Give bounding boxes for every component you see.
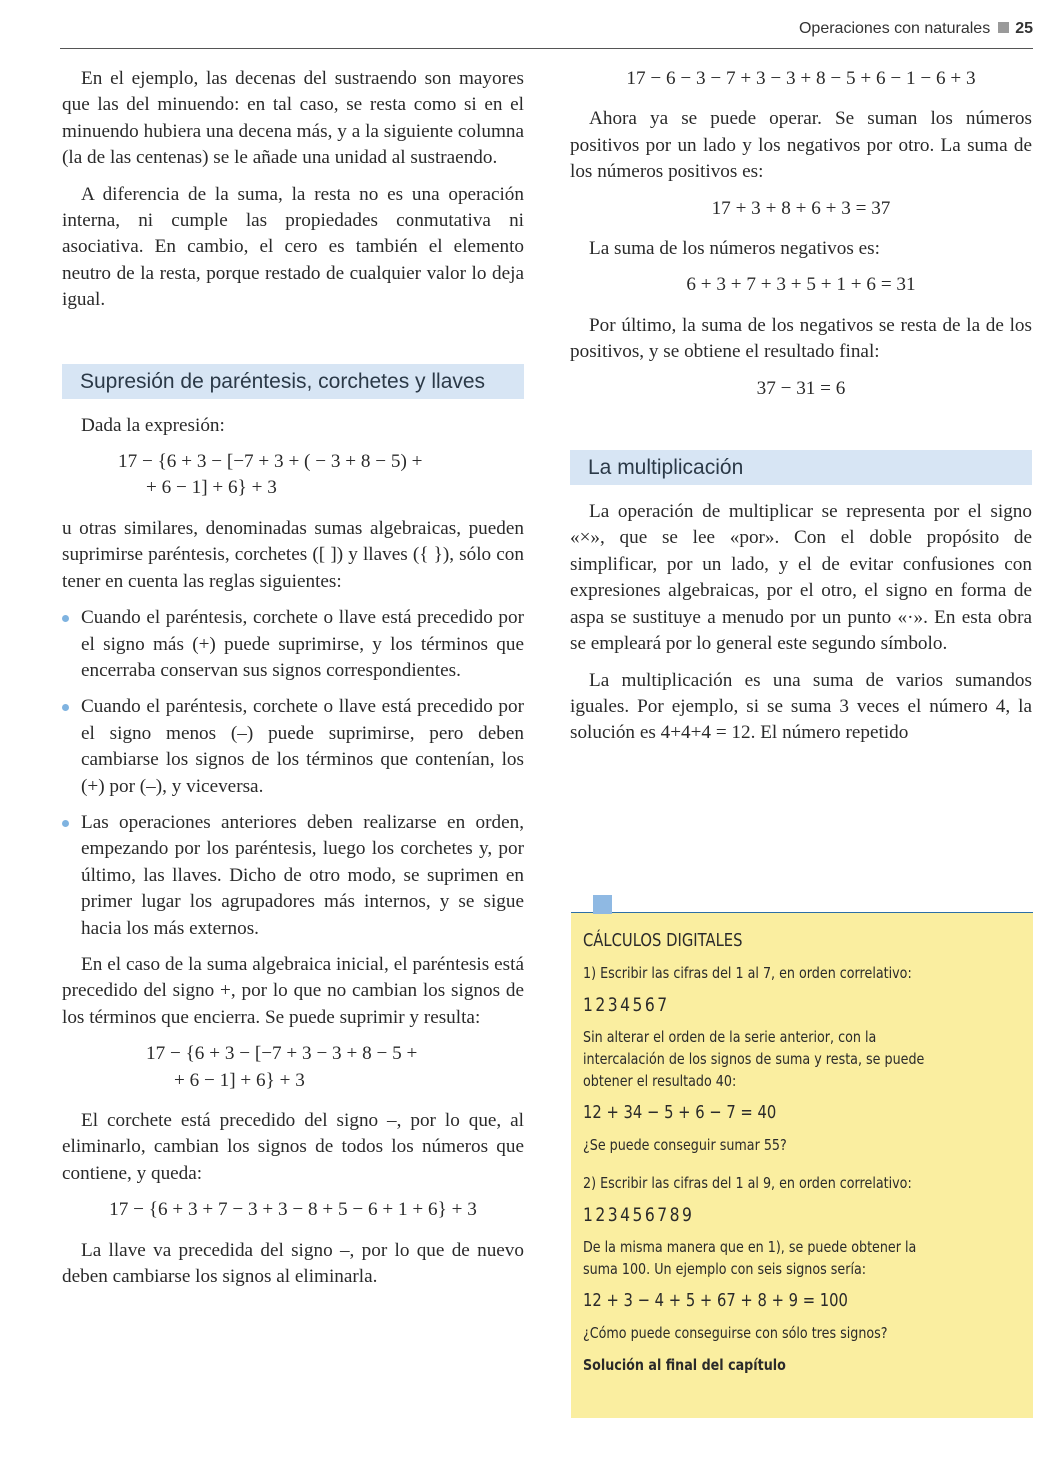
list-item: Cuando el paréntesis, corchete o llave está precedido por el signo menos (–) puede suprimirse, pero deben cambiarse los signos de los términos que contenían, los (+) por (–), y viceversa.: [62, 694, 524, 800]
box-ask: ¿Cómo puede conseguirse con sólo tres signos?: [583, 1324, 888, 1342]
page-header: [60, 18, 1033, 49]
box-top-rule: [571, 912, 1033, 913]
box-ask: ¿Se puede conseguir sumar 55?: [583, 1136, 787, 1154]
paragraph: La suma de los números negativos es:: [589, 238, 880, 260]
paragraph: Ahora ya se puede operar. Se suman los números positivos por un lado y los negativos por otro. La suma de los números positivos es:: [570, 108, 1032, 183]
equation: 17 − 6 − 3 − 7 + 3 − 3 + 8 − 5 + 6 − 1 − 6 + 3: [626, 68, 976, 89]
list-item: Las operaciones anteriores deben realizarse en orden, empezando por los paréntesis, luego los corchetes y, por último, las llaves. Dicho de otro modo, se suprimen en primer lugar los agrupadores más internos, y se sigue hacia los más externos.: [62, 810, 524, 942]
paragraph: El corchete está precedido del signo –, por lo que, al eliminarlo, cambian los signos de todos los números que contiene, y queda:: [62, 1110, 524, 1184]
paragraph: La llave va precedida del signo –, por lo que de nuevo deben cambiarse los signos al eliminarla.: [62, 1239, 524, 1288]
box-question: 2) Escribir las cifras del 1 al 9, en orden correlativo:: [583, 1174, 912, 1192]
box-question: 1) Escribir las cifras del 1 al 7, en orden correlativo:: [583, 964, 912, 982]
square-bullet-icon: [998, 22, 1009, 33]
equation: 17 − {6 + 3 − [−7 + 3 + ( − 3 + 8 − 5) +: [118, 451, 423, 473]
digital-calculations-box: [571, 912, 1033, 1418]
digit-sequence: 1234567: [583, 994, 670, 1016]
box-equation: 12 + 3 − 4 + 5 + 67 + 8 + 9 = 100: [583, 1290, 848, 1311]
equation: 17 − {6 + 3 − [−7 + 3 − 3 + 8 − 5 +: [146, 1043, 418, 1065]
paragraph: En el ejemplo, las decenas del sustraendo son mayores que las del minuendo: en tal caso, se resta como si en el minuendo hubiera una decena más, y a la siguiente columna (la de las centenas) se le añade una unidad al sustraendo.: [62, 68, 524, 169]
equation: + 6 − 1] + 6} + 3: [146, 477, 277, 499]
section-heading-multiplicacion: La multiplicación: [570, 450, 1032, 485]
box-solution-note: Solución al final del capítulo: [583, 1356, 786, 1374]
digit-sequence: 123456789: [583, 1204, 695, 1226]
box-content: [583, 930, 944, 1386]
running-title: Operaciones con naturales: [798, 20, 991, 37]
paragraph: Dada la expresión:: [81, 414, 225, 436]
page-number: 25: [1015, 20, 1033, 37]
box-title: CÁLCULOS DIGITALES: [583, 930, 743, 951]
paragraph: La multiplicación es una suma de varios sumandos iguales. Por ejemplo, si se suma 3 veces el número 4, la solución es 4+4+4 = 12. El número repetido: [570, 669, 1032, 744]
list-item: Cuando el paréntesis, corchete o llave está precedido por el signo más (+) puede suprimirse, y los términos que encerraba conservan sus signos correspondientes.: [62, 605, 524, 684]
left-column: [62, 66, 524, 1300]
equation: 17 − {6 + 3 + 7 − 3 + 3 − 8 + 5 − 6 + 1 + 6} + 3: [109, 1199, 477, 1221]
equation: 37 − 31 = 6: [756, 377, 846, 399]
equation: 17 + 3 + 8 + 6 + 3 = 37: [711, 197, 891, 219]
equation: 6 + 3 + 7 + 3 + 5 + 1 + 6 = 31: [686, 274, 916, 296]
section-heading-parentesis: Supresión de paréntesis, corchetes y llaves: [62, 364, 524, 399]
paragraph: u otras similares, denominadas sumas algebraicas, pueden suprimirse paréntesis, corchetes ([ ]) y llaves ({ }), sólo con tener en cuenta las reglas siguientes:: [62, 517, 524, 592]
box-equation: 12 + 34 − 5 + 6 − 7 = 40: [583, 1102, 777, 1123]
paragraph: Por último, la suma de los negativos se resta de la de los positivos, y se obtiene el resultado final:: [570, 314, 1032, 363]
equation: + 6 − 1] + 6} + 3: [174, 1069, 305, 1091]
paragraph: A diferencia de la suma, la resta no es una operación interna, ni cumple las propiedades conmutativa ni asociativa. En cambio, el cero es también el elemento neutro de la resta, porque restado de cualquier valor lo deja igual.: [62, 183, 524, 311]
right-column: [570, 66, 1032, 757]
box-tab-square: [593, 895, 612, 914]
box-text: Sin alterar el orden de la serie anterior, con la intercalación de los signos de suma y resta, se puede obtener el resultado 40:: [583, 1028, 925, 1090]
paragraph: En el caso de la suma algebraica inicial, el paréntesis está precedido del signo +, por lo que no cambian los signos de los términos que encierra. Se puede suprimir y resulta:: [62, 953, 524, 1028]
running-header: [799, 20, 1033, 38]
rules-list: [62, 605, 524, 942]
box-text: De la misma manera que en 1), se puede obtener la suma 100. Un ejemplo con seis signos sería:: [583, 1238, 917, 1278]
paragraph: La operación de multiplicar se representa por el signo «×», que se lee «por». Con el doble propósito de simplificar, por un lado, y el de evitar confusiones con expresiones algebraicas, por el otro, el signo en forma de aspa se sustituye a menudo por un punto «·». En esta obra se empleará por lo general este segundo símbolo.: [570, 501, 1032, 655]
